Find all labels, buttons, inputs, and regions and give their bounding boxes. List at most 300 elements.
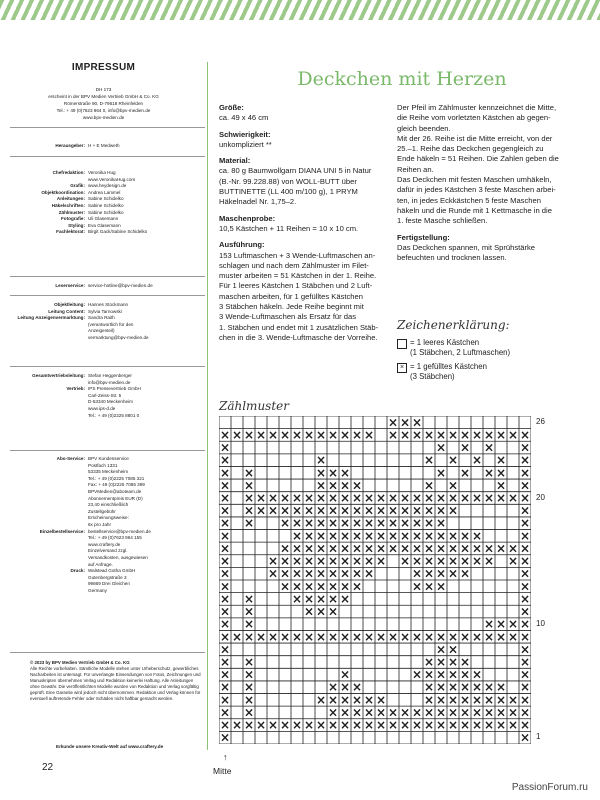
impressum-abo-service	[10, 456, 205, 594]
impressum-value: Sabine Schidelko	[88, 196, 124, 202]
filled-cell: ×	[507, 427, 519, 442]
filled-cell: ×	[279, 427, 291, 442]
filled-cell: ×	[495, 453, 507, 468]
filled-cell: ×	[447, 528, 459, 543]
impressum-label	[10, 476, 88, 483]
impressum-label	[10, 502, 88, 509]
filled-cell: ×	[363, 692, 375, 707]
text-line: Das Deckchen spannen, mit Sprühstärke	[397, 242, 536, 252]
filled-cell: ×	[339, 478, 351, 493]
filled-cell: ×	[375, 516, 387, 531]
decorative-top-stripe	[0, 0, 600, 20]
filled-cell: ×	[435, 465, 447, 480]
impressum-publisher	[10, 143, 205, 150]
impressum-row	[10, 548, 205, 555]
filled-cell: ×	[423, 528, 435, 543]
impressum-row	[10, 413, 205, 420]
filled-cell: ×	[315, 427, 327, 442]
filled-cell: ×	[291, 541, 303, 556]
filled-cell: ×	[411, 528, 423, 543]
filled-cell: ×	[447, 655, 459, 669]
impressum-value: Sabine Schidelko	[88, 202, 124, 208]
text-line: Reihen an.	[397, 164, 434, 174]
filled-cell: ×	[339, 566, 351, 581]
filled-cell: ×	[315, 566, 327, 581]
impressum-label	[10, 542, 88, 549]
legend-line: = 1 leeres Kästchen	[410, 338, 480, 347]
filled-cell: ×	[399, 554, 411, 569]
filled-cell: ×	[303, 516, 315, 531]
impressum-row	[10, 393, 205, 400]
text-line: 10,5 Kästchen + 11 Reihen = 10 x 10 cm.	[219, 223, 359, 233]
filled-cell: ×	[327, 528, 339, 543]
filled-cell: ×	[375, 503, 387, 518]
filled-cell: ×	[279, 554, 291, 569]
filled-cell: ×	[447, 427, 459, 442]
filled-cell: ×	[507, 705, 519, 720]
impressum-row	[10, 555, 205, 562]
filled-cell: ×	[387, 503, 399, 518]
filled-cell: ×	[351, 579, 363, 594]
impressum-label: Styling:	[68, 222, 85, 228]
impressum-value: Carl-Zeiss-Str. 5	[88, 392, 122, 398]
filled-cell: ×	[507, 617, 519, 632]
filled-cell: ×	[291, 629, 303, 644]
filled-cell: ×	[327, 692, 339, 707]
text-heading: Maschenprobe:	[219, 213, 276, 223]
impressum-label	[10, 575, 88, 582]
impressum-value: Versandkosten, ausgewiesen	[88, 554, 148, 560]
filled-cell: ×	[447, 478, 459, 493]
filled-cell: ×	[279, 503, 291, 518]
filled-cell: ×	[447, 503, 459, 518]
filled-cell: ×	[339, 680, 351, 695]
impressum-value: Birgit Gack/Sabine Schidelko	[88, 229, 148, 235]
filled-cell: ×	[459, 629, 471, 644]
filled-cell: ×	[267, 427, 279, 442]
filled-cell: ×	[243, 604, 255, 619]
impressum-row	[10, 309, 205, 316]
filled-cell: ×	[375, 491, 387, 505]
text-line: Mit der 26. Reihe ist die Mitte erreicht, von der	[397, 133, 553, 143]
filled-cell: ×	[279, 566, 291, 581]
filled-cell: ×	[327, 718, 339, 733]
filled-cell: ×	[387, 516, 399, 531]
filled-cell: ×	[375, 554, 387, 569]
filled-cell: ×	[495, 680, 507, 695]
craftery-link[interactable]: Erkunde unsere Kreativ-Welt auf www.craftery.de	[56, 744, 164, 749]
filled-cell: ×	[231, 427, 243, 442]
impressum-row	[10, 380, 205, 387]
filled-cell: ×	[459, 705, 471, 720]
filled-cell: ×	[399, 491, 411, 505]
filled-cell: ×	[243, 617, 255, 632]
impressum-row	[10, 482, 205, 489]
filled-cell: ×	[435, 692, 447, 707]
filled-cell: ×	[423, 667, 435, 682]
impressum-label: Druck:	[70, 568, 85, 574]
filled-cell: ×	[507, 491, 519, 505]
filled-cell: ×	[459, 667, 471, 682]
filled-cell: ×	[459, 465, 471, 480]
impressum-value: Germany	[88, 587, 107, 593]
filled-cell: ×	[279, 579, 291, 594]
impressum-header-line: www.bpv-medien.de	[82, 115, 125, 120]
chart-grid	[219, 416, 531, 744]
filled-cell: ×	[435, 579, 447, 594]
filled-cell: ×	[411, 705, 423, 720]
filled-cell: ×	[279, 718, 291, 733]
filled-cell: ×	[219, 579, 231, 594]
filled-cell: ×	[519, 528, 531, 543]
filled-cell: ×	[339, 579, 351, 594]
filled-cell: ×	[519, 718, 531, 733]
filled-cell: ×	[459, 655, 471, 669]
filled-cell: ×	[471, 629, 483, 644]
filled-cell: ×	[243, 667, 255, 682]
impressum-value: bestellservice@bpv-medien.de	[88, 528, 151, 534]
filled-cell: ×	[375, 705, 387, 720]
filled-cell: ×	[351, 478, 363, 493]
filled-cell: ×	[219, 680, 231, 695]
filled-cell: ×	[387, 541, 399, 556]
filled-cell: ×	[291, 579, 303, 594]
impressum-value: Hannes Stockmann	[88, 302, 129, 307]
filled-cell: ×	[219, 667, 231, 682]
filled-cell: ×	[519, 667, 531, 682]
impressum-value: Abonnementpreis EUR (D)	[88, 495, 143, 501]
filled-cell: ×	[447, 692, 459, 707]
filled-cell: ×	[399, 503, 411, 518]
impressum-row	[10, 509, 205, 516]
filled-cell: ×	[411, 541, 423, 556]
article-right-column	[397, 103, 589, 269]
impressum-label	[10, 380, 88, 387]
filled-cell: ×	[399, 427, 411, 442]
filled-cell: ×	[219, 453, 231, 468]
filled-cell: ×	[327, 604, 339, 619]
impressum-row	[10, 399, 205, 406]
impressum-label	[10, 555, 88, 562]
filled-cell: ×	[303, 503, 315, 518]
filled-cell: ×	[291, 528, 303, 543]
filled-cell: ×	[243, 591, 255, 606]
filled-cell: ×	[483, 617, 495, 632]
page-number: 22	[42, 762, 54, 773]
filled-cell: ×	[375, 528, 387, 543]
filled-cell: ×	[387, 718, 399, 733]
filled-cell: ×	[219, 541, 231, 556]
impressum-label	[10, 581, 88, 588]
filled-cell: ×	[435, 566, 447, 581]
filled-cell: ×	[495, 465, 507, 480]
row-number-label: 1	[536, 732, 541, 742]
filled-cell: ×	[483, 554, 495, 569]
filled-cell: ×	[471, 718, 483, 733]
filled-cell: ×	[399, 528, 411, 543]
impressum-value: 53335 Meckenheim	[88, 469, 129, 475]
impressum-value: Uli Glasemann	[88, 216, 119, 222]
article-title: Deckchen mit Herzen	[297, 68, 507, 90]
filled-cell: ×	[339, 591, 351, 606]
filled-cell: ×	[423, 427, 435, 442]
filled-cell: ×	[423, 503, 435, 518]
legend-text	[410, 362, 487, 382]
filled-cell: ×	[351, 554, 363, 569]
filled-cell: ×	[267, 554, 279, 569]
impressum-label	[10, 489, 88, 496]
impressum-row	[10, 535, 205, 542]
filled-cell: ×	[423, 718, 435, 733]
impressum-label	[10, 177, 88, 184]
filled-cell: ×	[291, 718, 303, 733]
legend-line: = 1 gefülltes Kästchen	[410, 362, 487, 371]
text-line: 153 Luftmaschen + 3 Wende-Luftmaschen an-	[219, 250, 376, 260]
filled-cell: ×	[255, 491, 267, 505]
filled-cell: ×	[267, 718, 279, 733]
filled-cell: ×	[471, 705, 483, 720]
filled-cell: ×	[519, 541, 531, 556]
impressum-label	[10, 509, 88, 516]
filled-cell: ×	[339, 554, 351, 569]
filled-cell: ×	[255, 718, 267, 733]
impressum-value: www.heydesign.de	[88, 183, 127, 189]
filled-cell: ×	[495, 541, 507, 556]
impressum-row	[10, 315, 205, 322]
filled-cell: ×	[303, 591, 315, 606]
filled-cell: ×	[339, 667, 351, 682]
filled-cell: ×	[327, 579, 339, 594]
filled-cell: ×	[267, 503, 279, 518]
filled-cell: ×	[243, 680, 255, 695]
impressum-value: auf Anfrage.	[88, 561, 113, 567]
impressum-value: Anzeigenteil)	[88, 328, 115, 334]
impressum-value: Sandra Raith	[88, 315, 115, 321]
filled-cell: ×	[231, 629, 243, 644]
filled-cell: ×	[327, 478, 339, 493]
impressum-label: Abo-Service:	[56, 456, 85, 461]
filled-cell: ×	[327, 503, 339, 518]
filled-cell: ×	[339, 629, 351, 644]
filled-cell: ×	[375, 541, 387, 556]
filled-cell: ×	[483, 440, 495, 455]
impressum-label	[10, 399, 88, 406]
impressum-label: Fachlektorat:	[56, 229, 85, 235]
impressum-label	[10, 335, 88, 342]
text-line: Das Deckchen mit festen Maschen umhäkeln,	[397, 175, 552, 185]
impressum-rule	[10, 127, 205, 128]
filled-cell: ×	[327, 541, 339, 556]
impressum-label	[10, 515, 88, 522]
filled-cell: ×	[483, 427, 495, 442]
impressum-label	[10, 322, 88, 329]
impressum-value: (verantwortlich für den	[88, 321, 134, 327]
filled-cell: ×	[435, 705, 447, 720]
filled-cell: ×	[243, 516, 255, 531]
impressum-value: 6x pro Jahr	[88, 521, 111, 527]
filled-cell: ×	[459, 541, 471, 556]
filled-cell: ×	[243, 503, 255, 518]
text-block	[219, 103, 389, 124]
filled-cell: ×	[243, 465, 255, 480]
impressum-row	[10, 529, 205, 536]
filled-cell: ×	[351, 629, 363, 644]
impressum-label: Anleitungen:	[56, 196, 85, 202]
impressum-value: Zustellgebühr	[88, 508, 116, 514]
text-line: Für 1 leeres Kästchen 1 Stäbchen und 2 Luft-	[219, 281, 373, 291]
impressum-value: service-hotline@bpv-medien.de	[88, 283, 153, 288]
filled-cell: ×	[339, 427, 351, 442]
legend-item-empty	[397, 338, 510, 358]
filled-cell: ×	[423, 692, 435, 707]
text-line: ca. 49 x 46 cm	[219, 113, 269, 123]
impressum-value: D-53340 Meckenheim	[88, 399, 133, 405]
text-line: (B.-Nr. 99.228.88) von WOLL-BUTT über	[219, 176, 357, 186]
filled-cell: ×	[447, 541, 459, 556]
filled-cell: ×	[315, 478, 327, 493]
filled-cell: ×	[327, 516, 339, 531]
impressum-value: Tel.: + 49 (0)2225 7085 321	[88, 475, 145, 481]
impressum-rule	[10, 652, 205, 653]
impressum-row	[10, 588, 205, 595]
filled-cell: ×	[219, 427, 231, 442]
mitte-label: Mitte	[213, 766, 232, 776]
filled-cell: ×	[483, 491, 495, 505]
filled-cell: ×	[435, 491, 447, 505]
filled-cell: ×	[483, 465, 495, 480]
impressum-label: Leserservice:	[55, 283, 85, 288]
impressum-label: Grafik:	[70, 183, 85, 189]
filled-cell: ×	[267, 566, 279, 581]
impressum-row	[10, 456, 205, 463]
filled-cell: ×	[423, 705, 435, 720]
filled-cell: ×	[219, 528, 231, 543]
filled-cell: ×	[291, 554, 303, 569]
filled-cell: ×	[423, 680, 435, 695]
filled-cell: ×	[339, 705, 351, 720]
impressum-row	[10, 183, 205, 190]
impressum-row	[10, 562, 205, 569]
filled-cell: ×	[255, 503, 267, 518]
filled-cell: ×	[423, 655, 435, 669]
arrow-up-icon: ↑	[223, 752, 228, 762]
text-line: Häkelnadel Nr. 1,75–2.	[219, 197, 297, 207]
text-line: ten, in jedes Eckkästchen 5 feste Maschen	[397, 195, 541, 205]
impressum-label	[10, 469, 88, 476]
impressum-label	[10, 413, 88, 420]
filled-cell: ×	[351, 705, 363, 720]
filled-cell: ×	[399, 516, 411, 531]
filled-cell: ×	[219, 440, 231, 455]
impressum-label	[10, 535, 88, 542]
filled-box-icon: ×	[397, 363, 407, 373]
impressum-value: Fax: + 49 (0)2225 7085 399	[88, 482, 145, 488]
filled-cell: ×	[315, 692, 327, 707]
filled-cell: ×	[483, 629, 495, 644]
filled-cell: ×	[363, 566, 375, 581]
filled-cell: ×	[303, 528, 315, 543]
impressum-label	[10, 548, 88, 555]
filled-cell: ×	[423, 629, 435, 644]
impressum-value: Stefan Heggenberger	[88, 373, 132, 378]
filled-cell: ×	[435, 642, 447, 657]
impressum-value: 99869 Drei Gleichen	[88, 581, 130, 587]
impressum-row	[10, 469, 205, 476]
impressum-row	[10, 406, 205, 413]
filled-cell: ×	[351, 718, 363, 733]
filled-cell: ×	[435, 554, 447, 569]
impressum-row	[10, 489, 205, 496]
filled-cell: ×	[279, 491, 291, 505]
filled-cell: ×	[411, 491, 423, 505]
filled-cell: ×	[519, 465, 531, 480]
impressum-value: Tel.: + 49 (0)2225 8801 0	[88, 412, 140, 418]
impressum-row	[10, 575, 205, 582]
text-line: chen in die 3. Wende-Luftmasche der Vorreihe.	[219, 332, 378, 342]
filled-cell: ×	[255, 427, 267, 442]
impressum-value: Tel.: + 49 (0)7623 964 155	[88, 535, 142, 541]
impressum-value: Sabine Schidelko	[88, 209, 124, 215]
filled-cell: ×	[363, 516, 375, 531]
article-left-column	[219, 103, 389, 349]
impressum-label: Fotografie:	[61, 216, 85, 222]
impressum-value: IPS Pressevertrieb GmbH	[88, 386, 141, 392]
filled-cell: ×	[303, 427, 315, 442]
filled-cell: ×	[471, 541, 483, 556]
filled-cell: ×	[363, 629, 375, 644]
filled-cell: ×	[279, 629, 291, 644]
filled-cell: ×	[243, 478, 255, 493]
filled-cell: ×	[219, 655, 231, 669]
filled-cell: ×	[459, 528, 471, 543]
filled-cell: ×	[447, 705, 459, 720]
text-line: häkeln und die Runde mit 1 Kettmasche in die	[397, 205, 552, 215]
filled-cell: ×	[387, 528, 399, 543]
row-number-label: 26	[536, 417, 545, 426]
impressum-row	[10, 568, 205, 575]
filled-cell: ×	[327, 554, 339, 569]
filled-cell: ×	[423, 516, 435, 531]
text-line: dafür in jedes Kästchen 3 feste Maschen arbei-	[397, 185, 556, 195]
legend-text	[410, 338, 510, 358]
filled-cell: ×	[447, 642, 459, 657]
filled-cell: ×	[507, 629, 519, 644]
filled-cell: ×	[507, 554, 519, 569]
filled-cell: ×	[219, 642, 231, 657]
impressum-value: BPV Kundenservice	[88, 456, 129, 461]
filled-cell: ×	[291, 427, 303, 442]
filled-cell: ×	[267, 629, 279, 644]
filled-cell: ×	[435, 655, 447, 669]
filled-cell: ×	[243, 692, 255, 707]
filled-cell: ×	[303, 566, 315, 581]
filled-cell: ×	[519, 503, 531, 518]
filled-cell: ×	[447, 629, 459, 644]
filled-cell: ×	[447, 554, 459, 569]
filled-cell: ×	[507, 692, 519, 707]
text-line: 25.–1. Reihe das Deckchen gegengleich zu	[397, 144, 544, 154]
impressum-label: Chefredaktion:	[52, 170, 85, 175]
filled-cell: ×	[327, 427, 339, 442]
filled-cell: ×	[315, 554, 327, 569]
filled-cell: ×	[315, 503, 327, 518]
filled-cell: ×	[291, 566, 303, 581]
filled-cell: ×	[459, 718, 471, 733]
copyright-title: © 2023 by BPV Medien Vertrieb GmbH & Co. KG	[30, 660, 130, 665]
filled-cell: ×	[375, 718, 387, 733]
text-line: 3 Stäbchen häkeln. Jede Reihe beginnt mit	[219, 302, 364, 312]
filled-cell: ×	[387, 629, 399, 644]
